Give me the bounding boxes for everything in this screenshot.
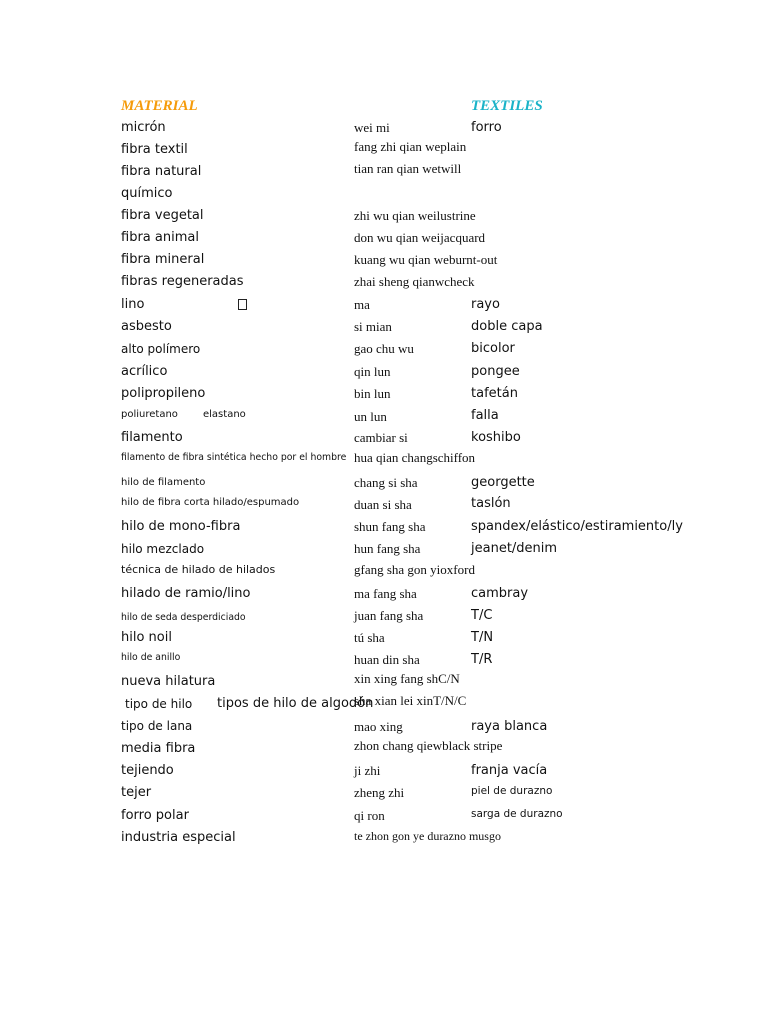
table-row	[0, 406, 768, 428]
table-row	[0, 185, 768, 207]
pinyin-term: te zhon gon ye durazno musgo	[354, 829, 501, 843]
pinyin-term: un lun	[354, 409, 387, 424]
pinyin-term: zheng zhi	[354, 785, 405, 800]
pinyin-term: zhon chang qiewblack stripe	[354, 738, 503, 753]
table-row	[0, 251, 768, 273]
material-term: lino	[121, 297, 145, 312]
material-term: hilo noil	[121, 630, 172, 645]
textile-term: T/N	[471, 630, 494, 645]
material-term: asbesto	[121, 319, 172, 334]
pinyin-term: hua qian changschiffon	[354, 450, 476, 465]
pinyin-term: ma	[354, 297, 370, 312]
textile-term: cambray	[471, 586, 529, 601]
table-row	[0, 649, 768, 671]
table-row	[0, 385, 768, 407]
pinyin-term: sha xian lei xinT/N/C	[354, 693, 467, 708]
table-row	[0, 629, 768, 651]
pinyin-term: huan din sha	[354, 652, 420, 667]
table-row	[0, 318, 768, 340]
pinyin-term: juan fang sha	[354, 608, 424, 623]
material-term: fibras regeneradas	[121, 274, 244, 289]
pinyin-term: fang zhi qian weplain	[354, 139, 467, 154]
textile-term: T/R	[471, 652, 493, 667]
material-term: fibra animal	[121, 230, 199, 245]
table-row	[0, 829, 768, 851]
material-term: hilo mezclado	[121, 542, 205, 556]
material-term-secondary: tipos de hilo de algodón	[217, 696, 374, 711]
pinyin-term: zhi wu qian weilustrine	[354, 208, 476, 223]
material-term: fibra natural	[121, 164, 202, 179]
table-row	[0, 518, 768, 540]
material-term: tipo de hilo	[125, 697, 193, 711]
pinyin-term: shun fang sha	[354, 519, 426, 534]
material-term: hilado de ramio/lino	[121, 586, 251, 601]
material-term: fibra textil	[121, 142, 188, 157]
material-term: forro polar	[121, 808, 189, 823]
material-term: fibra vegetal	[121, 208, 204, 223]
material-term: químico	[121, 186, 173, 201]
table-row	[0, 585, 768, 607]
table-row	[0, 229, 768, 251]
material-term: polipropileno	[121, 386, 206, 401]
pinyin-term: qi ron	[354, 808, 385, 823]
table-row	[0, 207, 768, 229]
textile-term: tafetán	[471, 386, 518, 401]
table-row	[0, 762, 768, 784]
pinyin-term: qin lun	[354, 364, 391, 379]
pinyin-term: ji zhi	[354, 763, 381, 778]
textile-term: bicolor	[471, 341, 515, 356]
table-row	[0, 695, 768, 717]
pinyin-term: tian ran qian wetwill	[354, 161, 462, 176]
table-row	[0, 784, 768, 806]
material-term: nueva hilatura	[121, 674, 216, 689]
pinyin-term: chang si sha	[354, 475, 418, 490]
pinyin-term: mao xing	[354, 719, 403, 734]
pinyin-term: ma fang sha	[354, 586, 417, 601]
table-row	[0, 717, 768, 739]
material-term: hilo de seda desperdiciado	[121, 612, 246, 623]
pinyin-term: si mian	[354, 319, 392, 334]
pinyin-term: duan si sha	[354, 497, 412, 512]
material-term: tipo de lana	[121, 719, 193, 733]
pinyin-term: don wu qian weijacquard	[354, 230, 486, 245]
material-term: media fibra	[121, 741, 196, 756]
pinyin-term: hun fang sha	[354, 541, 421, 556]
pinyin-term: kuang wu qian weburnt-out	[354, 252, 498, 267]
table-row	[0, 163, 768, 185]
pinyin-term: gao chu wu	[354, 341, 414, 356]
pinyin-term: cambiar si	[354, 430, 408, 445]
material-term: industria especial	[121, 830, 236, 845]
table-row	[0, 607, 768, 629]
table-row	[0, 740, 768, 762]
textile-term: falla	[471, 408, 499, 423]
material-term: fibra mineral	[121, 252, 205, 267]
textile-term: piel de durazno	[471, 785, 553, 797]
textile-term: sarga de durazno	[471, 808, 563, 820]
textile-term: koshibo	[471, 430, 521, 445]
textile-term: T/C	[471, 608, 493, 623]
textile-term: jeanet/denim	[471, 541, 558, 556]
table-row	[0, 296, 768, 318]
pinyin-term: tú sha	[354, 630, 385, 645]
material-term: filamento	[121, 430, 183, 445]
material-term: hilo de mono-fibra	[121, 519, 241, 534]
table-row	[0, 340, 768, 362]
textile-term: raya blanca	[471, 719, 548, 734]
material-term: hilo de fibra corta hilado/espumado	[121, 497, 300, 508]
pinyin-term: zhai sheng qianwcheck	[354, 274, 475, 289]
material-term: acrílico	[121, 364, 168, 379]
material-term: hilo de filamento	[121, 477, 206, 488]
textile-term: doble capa	[471, 319, 543, 334]
material-term: hilo de anillo	[121, 652, 181, 663]
table-row	[0, 807, 768, 829]
pinyin-term: bin lun	[354, 386, 391, 401]
material-term: tejer	[121, 785, 152, 800]
pinyin-term: xin xing fang shC/N	[354, 671, 460, 686]
material-term: tejiendo	[121, 763, 174, 778]
table-row	[0, 540, 768, 562]
pinyin-term: gfang sha gon yioxford	[354, 562, 475, 577]
table-row	[0, 363, 768, 385]
table-row	[0, 273, 768, 295]
textile-term: pongee	[471, 364, 520, 379]
textile-term: taslón	[471, 496, 511, 511]
textile-term: georgette	[471, 475, 535, 490]
pinyin-term: wei mi	[354, 120, 390, 135]
table-row	[0, 429, 768, 451]
table-row	[0, 494, 768, 516]
material-term-secondary: elastano	[203, 409, 246, 420]
textiles-heading: TEXTILES	[471, 98, 543, 114]
textile-term: franja vacía	[471, 763, 548, 778]
table-row	[0, 561, 768, 583]
textile-term: spandex/elástico/estiramiento/ly	[471, 519, 683, 534]
material-term: técnica de hilado de hilados	[121, 563, 276, 576]
material-term: micrón	[121, 120, 166, 135]
material-term: filamento de fibra sintética hecho por el hombre	[121, 452, 347, 463]
missing-glyph-box-icon	[238, 299, 247, 310]
material-term: alto polímero	[121, 342, 201, 356]
textile-term: rayo	[471, 297, 500, 312]
textile-term: forro	[471, 120, 502, 135]
material-heading: MATERIAL	[121, 98, 198, 114]
table-row	[0, 449, 768, 471]
material-term: poliuretano	[121, 409, 178, 420]
table-row	[0, 474, 768, 496]
